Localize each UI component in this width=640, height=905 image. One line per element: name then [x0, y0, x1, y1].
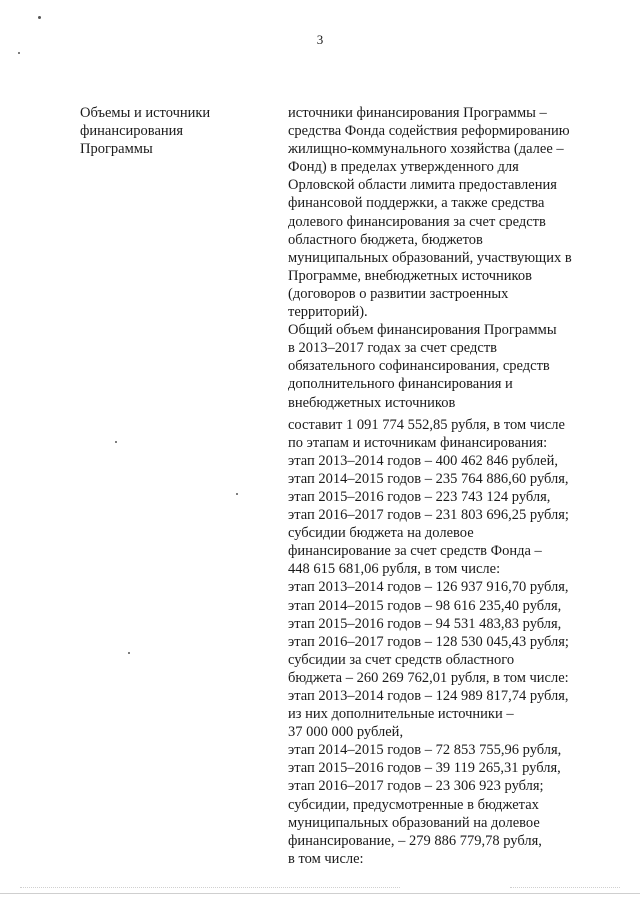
description-line: из них дополнительные источники –	[288, 706, 514, 723]
description-line: по этапам и источникам финансирования:	[288, 434, 548, 451]
page-number: 3	[316, 32, 324, 47]
description-line: субсидии, предусмотренные в бюджетах	[288, 796, 539, 813]
description-line: этап 2014–2015 годов – 235 764 886,60 рубля,	[288, 470, 569, 487]
description-line: территорий).	[288, 304, 368, 321]
description-line: этап 2013–2014 годов – 400 462 846 рублей,	[288, 452, 558, 469]
scan-speck-5	[128, 652, 130, 654]
description-line: субсидии за счет средств областного	[288, 651, 515, 668]
description-line: этап 2016–2017 годов – 231 803 696,25 рубля;	[288, 507, 569, 524]
description-line: Фонд) в пределах утвержденного для	[288, 159, 519, 176]
description-line: 37 000 000 рублей,	[288, 724, 404, 741]
description-line: этап 2015–2016 годов – 39 119 265,31 рубля,	[288, 760, 561, 777]
description-line: этап 2015–2016 годов – 94 531 483,83 рубля,	[288, 615, 562, 632]
description-line: этап 2013–2014 годов – 124 989 817,74 рубля,	[288, 688, 569, 704]
description-line: в том числе:	[288, 850, 364, 867]
description-line: областного бюджета, бюджетов	[288, 231, 483, 248]
description-line: этап 2015–2016 годов – 223 743 124 рубля,	[288, 488, 551, 505]
description-line: финансирование, – 279 886 779,78 рубля,	[288, 832, 542, 849]
description-line: муниципальных образований на долевое	[288, 814, 540, 831]
parameter-label-line: Программы	[80, 141, 153, 157]
description-line: в 2013–2017 годах за счет средств	[288, 340, 498, 357]
description-line: финансирование за счет средств Фонда –	[288, 543, 542, 560]
description-line: бюджета – 260 269 762,01 рубля, в том числе:	[288, 669, 569, 686]
description-line: Общий объем финансирования Программы	[288, 322, 557, 339]
description-line: этап 2016–2017 годов – 128 530 045,43 рубля;	[288, 633, 569, 650]
scan-edge-dots-right	[510, 887, 620, 888]
description-line: жилищно-коммунального хозяйства (далее –	[288, 141, 564, 158]
scan-speck-4	[236, 493, 238, 495]
parameter-description	[288, 104, 618, 868]
parameter-label	[80, 104, 260, 158]
description-line: этап 2013–2014 годов – 126 937 916,70 рубля,	[288, 579, 569, 596]
description-line: внебюджетных источников	[288, 394, 456, 411]
description-line: этап 2014–2015 годов – 72 853 755,96 рубля,	[288, 742, 562, 759]
parameter-label-line: финансирования	[80, 123, 184, 139]
description-line: муниципальных образований, участвующих в	[288, 249, 572, 266]
description-line: этап 2014–2015 годов – 98 616 235,40 рубля,	[288, 597, 562, 614]
description-line: субсидии бюджета на долевое	[288, 525, 474, 542]
scan-speck-2	[18, 52, 20, 54]
description-line: составит 1 091 774 552,85 рубля, в том числе	[288, 416, 565, 433]
scan-edge-dots-left	[20, 887, 400, 888]
scan-speck-1	[38, 16, 41, 19]
description-line: Программе, внебюджетных источников	[288, 267, 532, 284]
parameter-label-line: Объемы и источники	[80, 105, 211, 121]
description-line: Орловской области лимита предоставления	[288, 177, 557, 194]
description-line: финансовой поддержки, а также средства	[288, 195, 545, 212]
description-line: обязательного софинансирования, средств	[288, 358, 550, 375]
description-line: дополнительного финансирования и	[288, 376, 513, 393]
description-line: долевого финансирования за счет средств	[288, 213, 546, 230]
scan-speck-3	[115, 441, 117, 443]
description-line: средства Фонда содействия реформированию	[288, 123, 570, 140]
scan-edge-line	[0, 893, 640, 894]
description-line: 448 615 681,06 рубля, в том числе:	[288, 561, 501, 578]
description-line: источники финансирования Программы –	[288, 105, 547, 121]
description-line: этап 2016–2017 годов – 23 306 923 рубля;	[288, 778, 544, 795]
description-line: (договоров о развитии застроенных	[288, 285, 509, 302]
